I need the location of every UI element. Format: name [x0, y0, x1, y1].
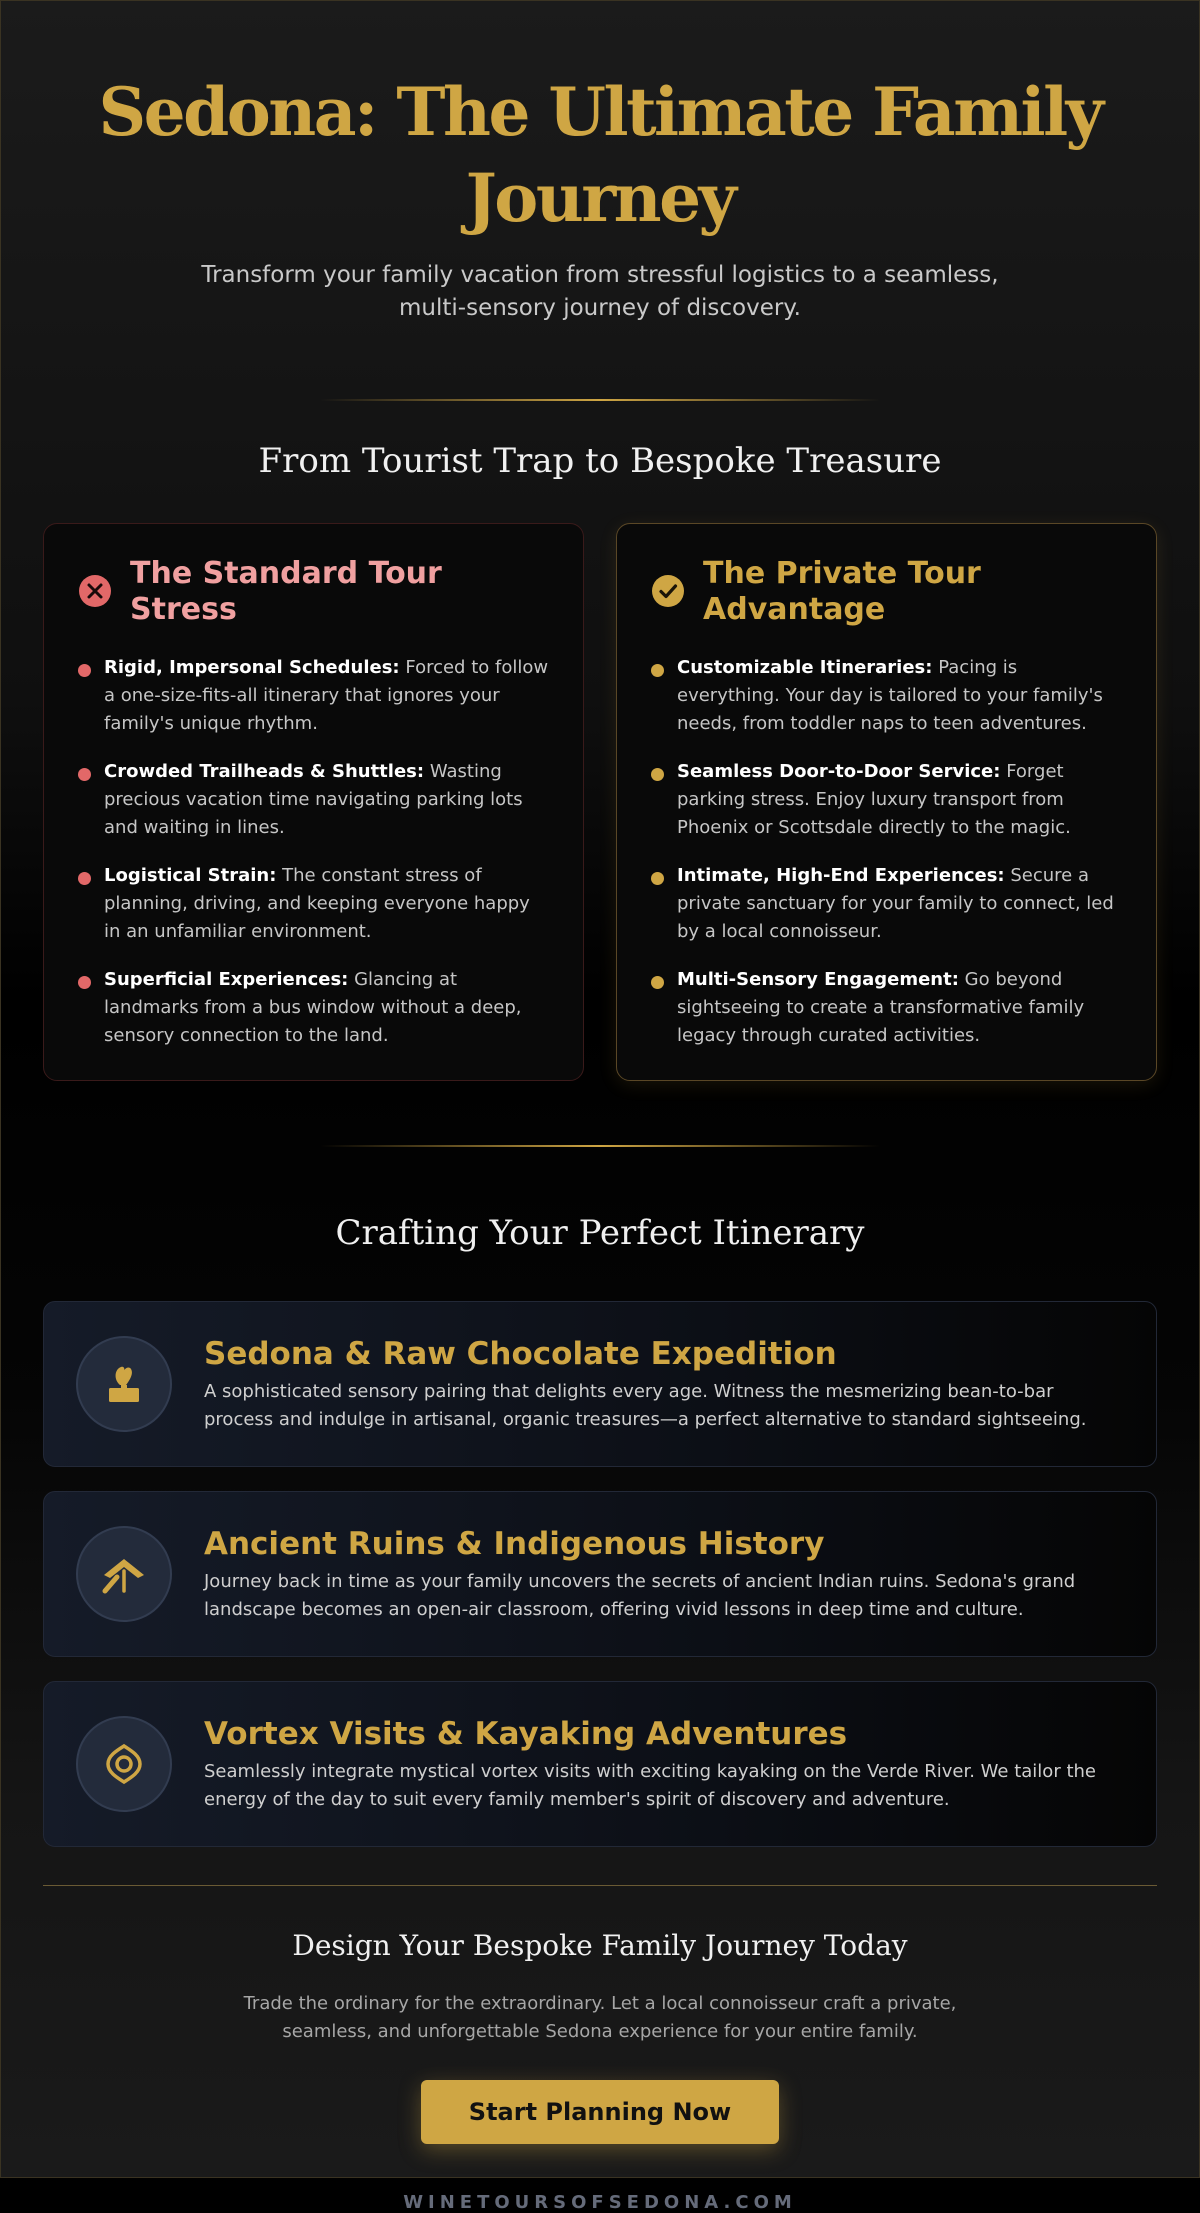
standard-tour-list [78, 654, 551, 1050]
page-title: Sedona: The Ultimate Family Journey [98, 73, 1102, 237]
itinerary-card-chocolate [43, 1301, 1157, 1467]
itinerary-card-vortex [43, 1681, 1157, 1847]
start-planning-button[interactable]: Start Planning Now [421, 2080, 779, 2144]
gold-divider [320, 399, 880, 401]
vortex-icon [102, 1742, 146, 1786]
hero [1, 1, 1199, 325]
item-text: Secure a private sanctuary for your family to connect, led by a local connoisseur. [677, 865, 1114, 942]
itinerary-card-ruins [43, 1491, 1157, 1657]
private-tour-header [651, 556, 1124, 628]
item-label: Crowded Trailheads & Shuttles: [104, 761, 425, 782]
item-label: Logistical Strain: [104, 865, 277, 886]
itinerary-text [204, 1334, 1156, 1434]
bullet-dot [651, 872, 664, 885]
bullet-dot [651, 768, 664, 781]
x-circle-icon [78, 574, 112, 608]
itinerary-title: Ancient Ruins & Indigenous History [204, 1526, 825, 1562]
icon-circle [76, 1526, 172, 1622]
footer-rule [43, 1885, 1157, 1886]
private-tour-list [651, 654, 1124, 1050]
cta-heading: Design Your Bespoke Family Journey Today [292, 1929, 908, 1962]
list-item [651, 654, 1124, 738]
bullet-dot [78, 872, 91, 885]
bullet-dot [651, 664, 664, 677]
itinerary-description: A sophisticated sensory pairing that delights every age. Witness the mesmerizing bean-to-bar process and indulge in artisanal, organic treasures—a perfect alternative to standard sightseeing. [204, 1381, 1087, 1430]
gold-divider [320, 1145, 880, 1147]
bullet-dot [78, 664, 91, 677]
itinerary-heading: Crafting Your Perfect Itinerary [335, 1213, 865, 1253]
item-text: Wasting precious vacation time navigating parking lots and waiting in lines. [104, 761, 523, 838]
list-item [78, 654, 551, 738]
bullet-dot [78, 976, 91, 989]
item-label: Rigid, Impersonal Schedules: [104, 657, 400, 678]
cta-text: Trade the ordinary for the extraordinary. Let a local connoisseur craft a private, seamless, and unforgettable Sedona experience for your entire family. [243, 1993, 957, 2042]
comparison-section [1, 523, 1199, 1081]
itinerary-description: Journey back in time as your family uncovers the secrets of ancient Indian ruins. Sedona's grand landscape becomes an open-air classroom, offering vivid lessons in deep time and culture. [204, 1571, 1076, 1620]
check-circle-icon [651, 574, 685, 608]
item-text: Pacing is everything. Your day is tailored to your family's needs, from toddler naps to teen adventures. [677, 657, 1103, 734]
landmark-icon [101, 1553, 147, 1595]
item-label: Seamless Door-to-Door Service: [677, 761, 1001, 782]
standard-tour-card [43, 523, 584, 1081]
item-label: Intimate, High-End Experiences: [677, 865, 1005, 886]
item-label: Multi-Sensory Engagement: [677, 969, 959, 990]
comparison-heading: From Tourist Trap to Bespoke Treasure [258, 441, 942, 481]
chocolate-icon [105, 1363, 143, 1405]
private-tour-card [616, 523, 1157, 1081]
itinerary-text [204, 1714, 1156, 1814]
cta-section [1, 1926, 1199, 2213]
site-url: WINETOURSOFSEDONA.COM [403, 2192, 797, 2213]
itinerary-description: Seamlessly integrate mystical vortex visits with exciting kayaking on the Verde River. We tailor the energy of the day to suit every family member's spirit of discovery and adventure. [204, 1761, 1096, 1810]
item-text: Forced to follow a one-size-fits-all itinerary that ignores your family's unique rhythm. [104, 657, 549, 734]
item-label: Customizable Itineraries: [677, 657, 933, 678]
item-text: Go beyond sightseeing to create a transformative family legacy through curated activities. [677, 969, 1085, 1046]
list-item [78, 758, 551, 842]
icon-circle [76, 1716, 172, 1812]
bullet-dot [651, 976, 664, 989]
standard-tour-header [78, 556, 551, 628]
list-item [78, 862, 551, 946]
list-item [78, 966, 551, 1050]
standard-tour-title: The Standard Tour Stress [130, 556, 442, 627]
itinerary-title: Vortex Visits & Kayaking Adventures [204, 1716, 848, 1752]
private-tour-title: The Private Tour Advantage [703, 556, 981, 627]
list-item [651, 862, 1124, 946]
item-text: Forget parking stress. Enjoy luxury transport from Phoenix or Scottsdale directly to the magic. [677, 761, 1071, 838]
list-item [651, 966, 1124, 1050]
bullet-dot [78, 768, 91, 781]
itinerary-title: Sedona & Raw Chocolate Expedition [204, 1336, 837, 1372]
itinerary-section [1, 1301, 1199, 1847]
icon-circle [76, 1336, 172, 1432]
list-item [651, 758, 1124, 842]
itinerary-text [204, 1524, 1156, 1624]
item-text: The constant stress of planning, driving, and keeping everyone happy in an unfamiliar environment. [104, 865, 530, 942]
hero-subtitle: Transform your family vacation from stressful logistics to a seamless, multi-sensory journey of discovery. [201, 262, 999, 321]
item-label: Superficial Experiences: [104, 969, 349, 990]
item-text: Glancing at landmarks from a bus window without a deep, sensory connection to the land. [104, 969, 522, 1046]
